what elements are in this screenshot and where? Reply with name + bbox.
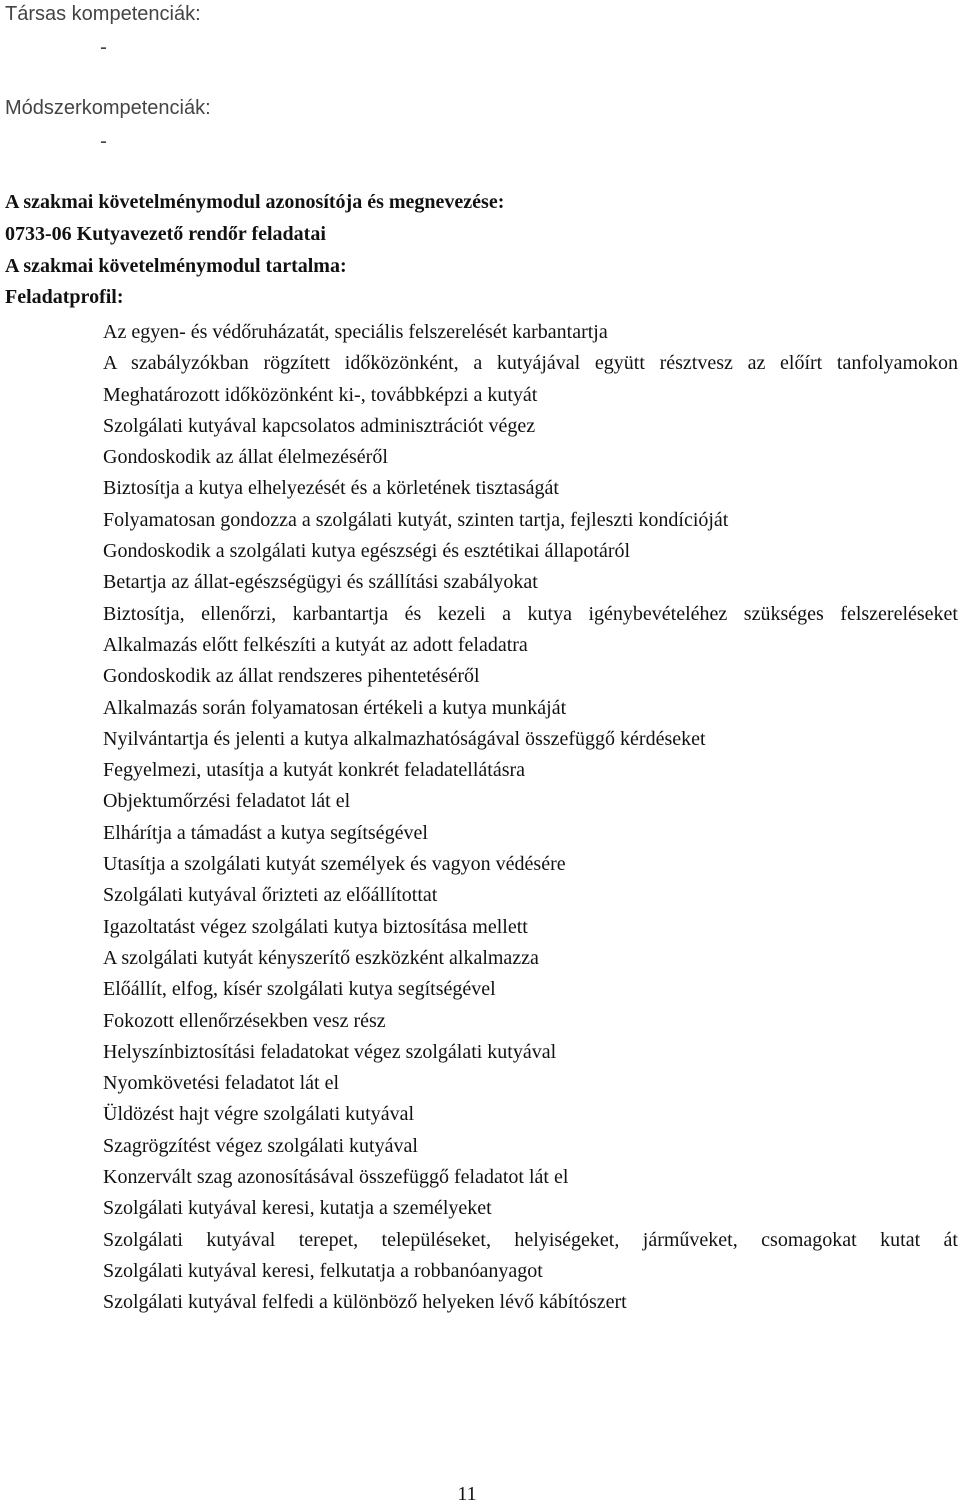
task-item: Gondoskodik az állat élelmezéséről bbox=[103, 446, 388, 469]
task-item: Üldözést hajt végre szolgálati kutyával bbox=[103, 1103, 415, 1126]
task-item: Alkalmazás előtt felkészíti a kutyát az adott feladatra bbox=[103, 633, 528, 656]
task-item: Betartja az állat-egészségügyi és szállítási szabályokat bbox=[103, 571, 538, 594]
task-item: Meghatározott időközönként ki-, továbbképzi a kutyát bbox=[103, 383, 538, 406]
task-item: Alkalmazás során folyamatosan értékeli a kutya munkáját bbox=[103, 696, 567, 719]
module-id-heading: A szakmai követelménymodul azonosítója és megnevezése: bbox=[5, 191, 505, 213]
task-item: Szolgálati kutyával felfedi a különböző helyeken lévő kábítószert bbox=[103, 1291, 627, 1314]
task-item: Szagrögzítést végez szolgálati kutyával bbox=[103, 1134, 418, 1157]
task-item: Nyilvántartja és jelenti a kutya alkalmazhatóságával összefüggő kérdéseket bbox=[103, 727, 706, 750]
task-item: Szolgálati kutyával terepet, településeket, helyiségeket, járműveket, csomagokat kutat át bbox=[103, 1228, 958, 1251]
social-competences-heading: Társas kompetenciák: bbox=[5, 3, 201, 25]
task-item: A szolgálati kutyát kényszerítő eszközként alkalmazza bbox=[103, 946, 539, 969]
task-item: Igazoltatást végez szolgálati kutya biztosítása mellett bbox=[103, 915, 528, 938]
task-item: Objektumőrzési feladatot lát el bbox=[103, 790, 351, 813]
page-number: 11 bbox=[457, 1483, 477, 1505]
method-competences-value: - bbox=[100, 130, 107, 153]
social-competences-value: - bbox=[100, 36, 107, 59]
task-item: Szolgálati kutyával őrizteti az előállítottat bbox=[103, 884, 438, 907]
task-item: Előállít, elfog, kísér szolgálati kutya segítségével bbox=[103, 978, 496, 1001]
task-item: Gondoskodik az állat rendszeres pihentetéséről bbox=[103, 665, 480, 688]
task-list bbox=[103, 317, 958, 1319]
method-competences-heading: Módszerkompetenciák: bbox=[5, 97, 211, 119]
task-profile-heading: Feladatprofil: bbox=[5, 286, 124, 308]
module-id-value: 0733-06 Kutyavezető rendőr feladatai bbox=[5, 223, 326, 245]
task-item: Szolgálati kutyával keresi, kutatja a személyeket bbox=[103, 1197, 492, 1220]
task-item: Szolgálati kutyával keresi, felkutatja a robbanóanyagot bbox=[103, 1259, 543, 1282]
task-item: Az egyen- és védőruházatát, speciális felszerelését karbantartja bbox=[103, 321, 608, 343]
task-item: Folyamatosan gondozza a szolgálati kutyát, szinten tartja, fejleszti kondícióját bbox=[103, 508, 729, 531]
task-item: Utasítja a szolgálati kutyát személyek és vagyon védésére bbox=[103, 853, 566, 876]
task-item: Fokozott ellenőrzésekben vesz rész bbox=[103, 1009, 386, 1032]
module-content-heading: A szakmai követelménymodul tartalma: bbox=[5, 255, 347, 277]
task-item: Elhárítja a támadást a kutya segítségével bbox=[103, 821, 428, 844]
task-item: Helyszínbiztosítási feladatokat végez szolgálati kutyával bbox=[103, 1040, 557, 1063]
task-item: Szolgálati kutyával kapcsolatos adminisztrációt végez bbox=[103, 414, 536, 437]
task-item: Biztosítja, ellenőrzi, karbantartja és kezeli a kutya igénybevételéhez szükséges felszereléseket bbox=[103, 602, 958, 625]
task-item: Biztosítja a kutya elhelyezését és a körletének tisztaságát bbox=[103, 477, 559, 500]
task-item: A szabályzókban rögzített időközönként, a kutyájával együtt résztvesz az előírt tanfolyamokon bbox=[103, 352, 958, 375]
task-item: Konzervált szag azonosításával összefüggő feladatot lát el bbox=[103, 1166, 569, 1189]
task-item: Gondoskodik a szolgálati kutya egészségi és esztétikai állapotáról bbox=[103, 540, 631, 563]
task-item: Fegyelmezi, utasítja a kutyát konkrét feladatellátásra bbox=[103, 759, 526, 782]
task-item: Nyomkövetési feladatot lát el bbox=[103, 1072, 340, 1095]
